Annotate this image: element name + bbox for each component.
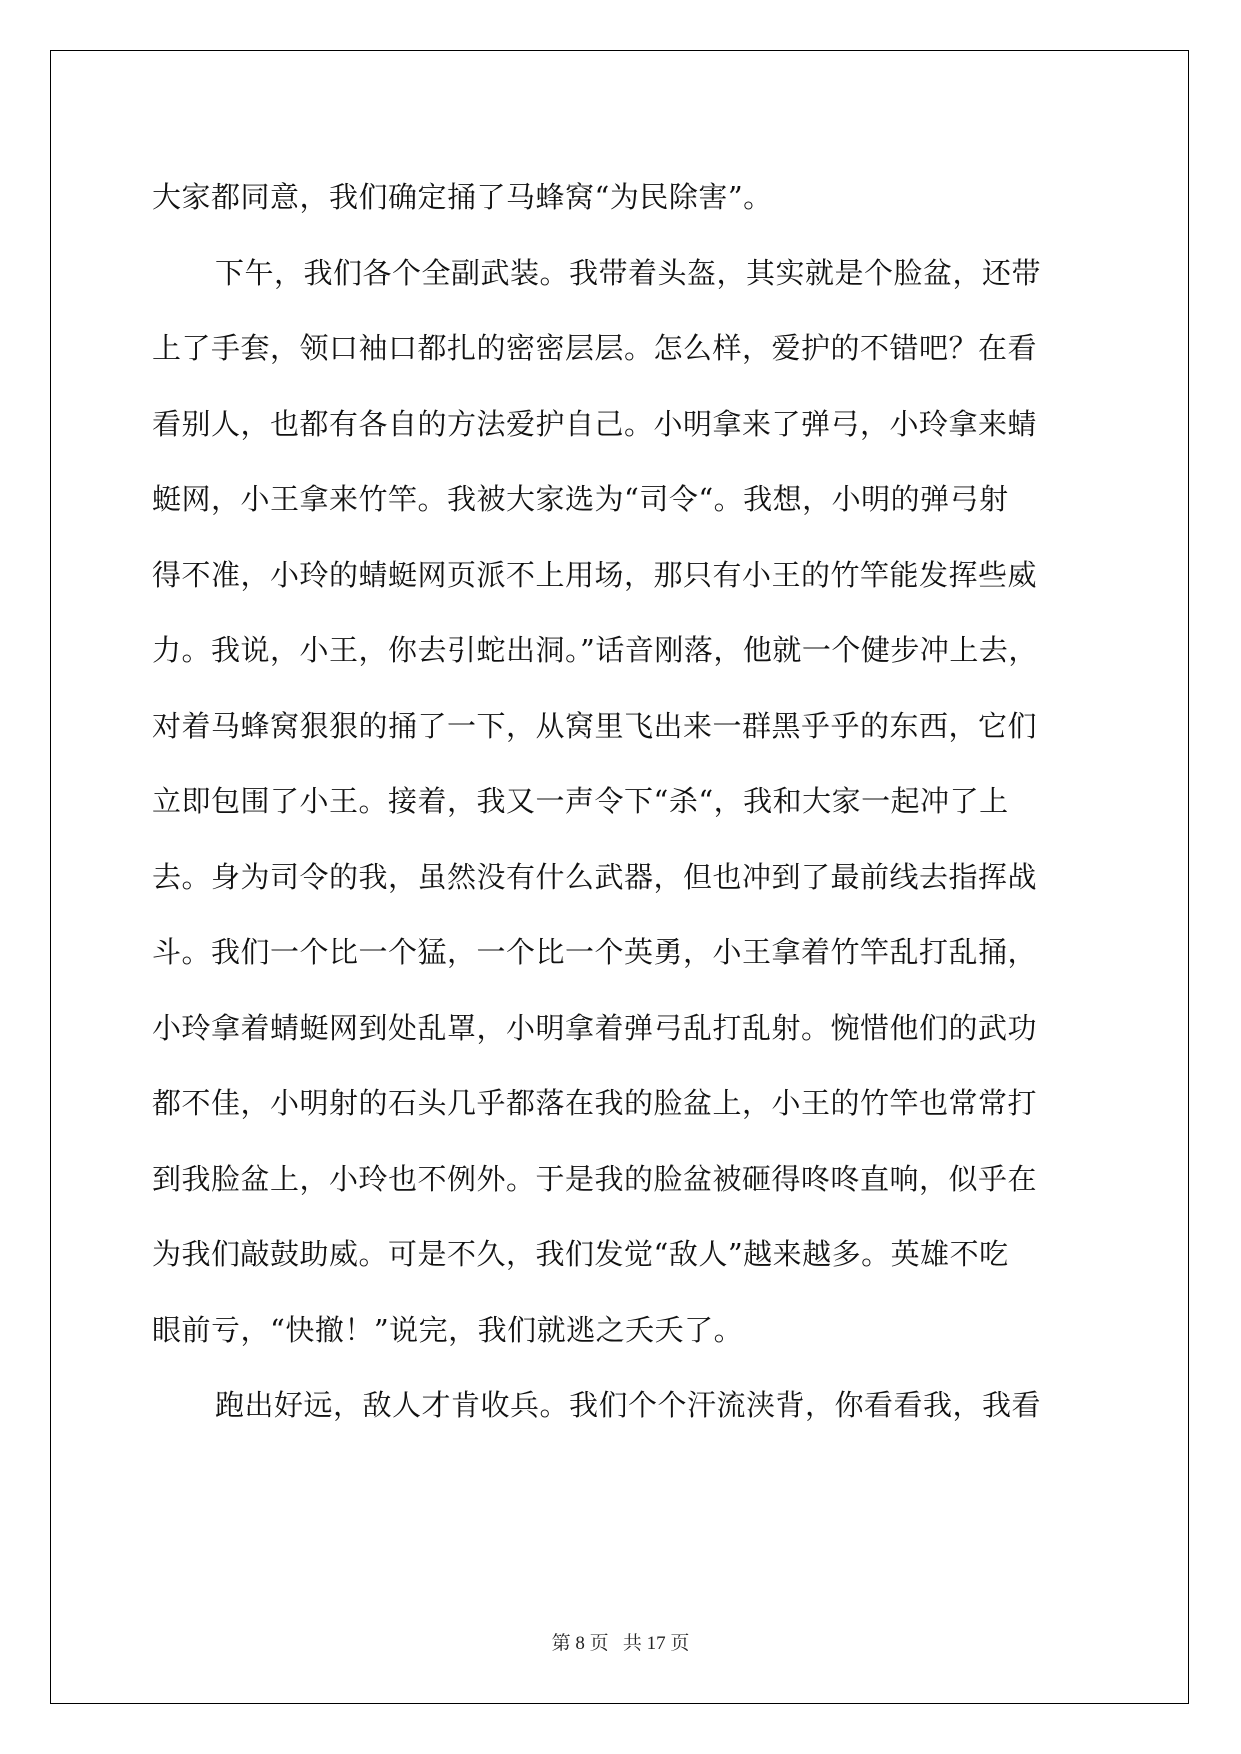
text-line: 到我脸盆上，小玲也不例外。于是我的脸盆被砸得咚咚直响，似乎在 <box>152 1161 1038 1196</box>
text-line: 为我们敲鼓助威。可是不久，我们发觉“敌人”越来越多。英雄不吃 <box>152 1237 1009 1271</box>
text-line: 上了手套，领口袖口都扎的密密层层。怎么样，爱护的不错吧？在看 <box>152 331 1038 365</box>
text-line: 去。身为司令的我，虽然没有什么武器，但也冲到了最前线去指挥战 <box>152 859 1038 894</box>
page-number: 第 8 页 <box>551 1633 609 1654</box>
text-line: 大家都同意，我们确定捅了马蜂窝“为民除害”。 <box>152 180 773 214</box>
text-line: 小玲拿着蜻蜓网到处乱罩，小明拿着弹弓乱打乱射。惋惜他们的武功 <box>152 1010 1038 1045</box>
page-total: 共 17 页 <box>622 1633 690 1654</box>
document-body <box>152 160 1092 1444</box>
text-line: 下午，我们各个全副武装。我带着头盔，其实就是个脸盆，还带 <box>215 255 1042 290</box>
text-line: 跑出好远，敌人才肯收兵。我们个个汗流浃背，你看看我，我看 <box>215 1388 1042 1422</box>
text-line: 立即包围了小王。接着，我又一声令下“杀“，我和大家一起冲了上 <box>152 784 1009 818</box>
text-line: 力。我说，小王，你去引蛇出洞。”话音刚落，他就一个健步冲上去， <box>152 633 1038 667</box>
text-line: 对着马蜂窝狠狠的捅了一下，从窝里飞出来一群黑乎乎的东西，它们 <box>152 708 1038 743</box>
text-line: 眼前亏，“快撤！”说完，我们就逃之夭夭了。 <box>152 1312 744 1347</box>
text-line: 斗。我们一个比一个猛，一个比一个英勇，小王拿着竹竿乱打乱捅， <box>152 935 1038 969</box>
page-footer <box>0 1628 1241 1655</box>
text-line: 都不佳，小明射的石头几乎都落在我的脸盆上，小王的竹竿也常常打 <box>152 1086 1038 1120</box>
text-line: 看别人，也都有各自的方法爱护自己。小明拿来了弹弓，小玲拿来蜻 <box>152 406 1038 441</box>
text-line: 得不准，小玲的蜻蜓网页派不上用场，那只有小王的竹竿能发挥些威 <box>152 557 1038 592</box>
text-line: 蜓网，小王拿来竹竿。我被大家选为“司令“。我想，小明的弹弓射 <box>152 482 1009 516</box>
